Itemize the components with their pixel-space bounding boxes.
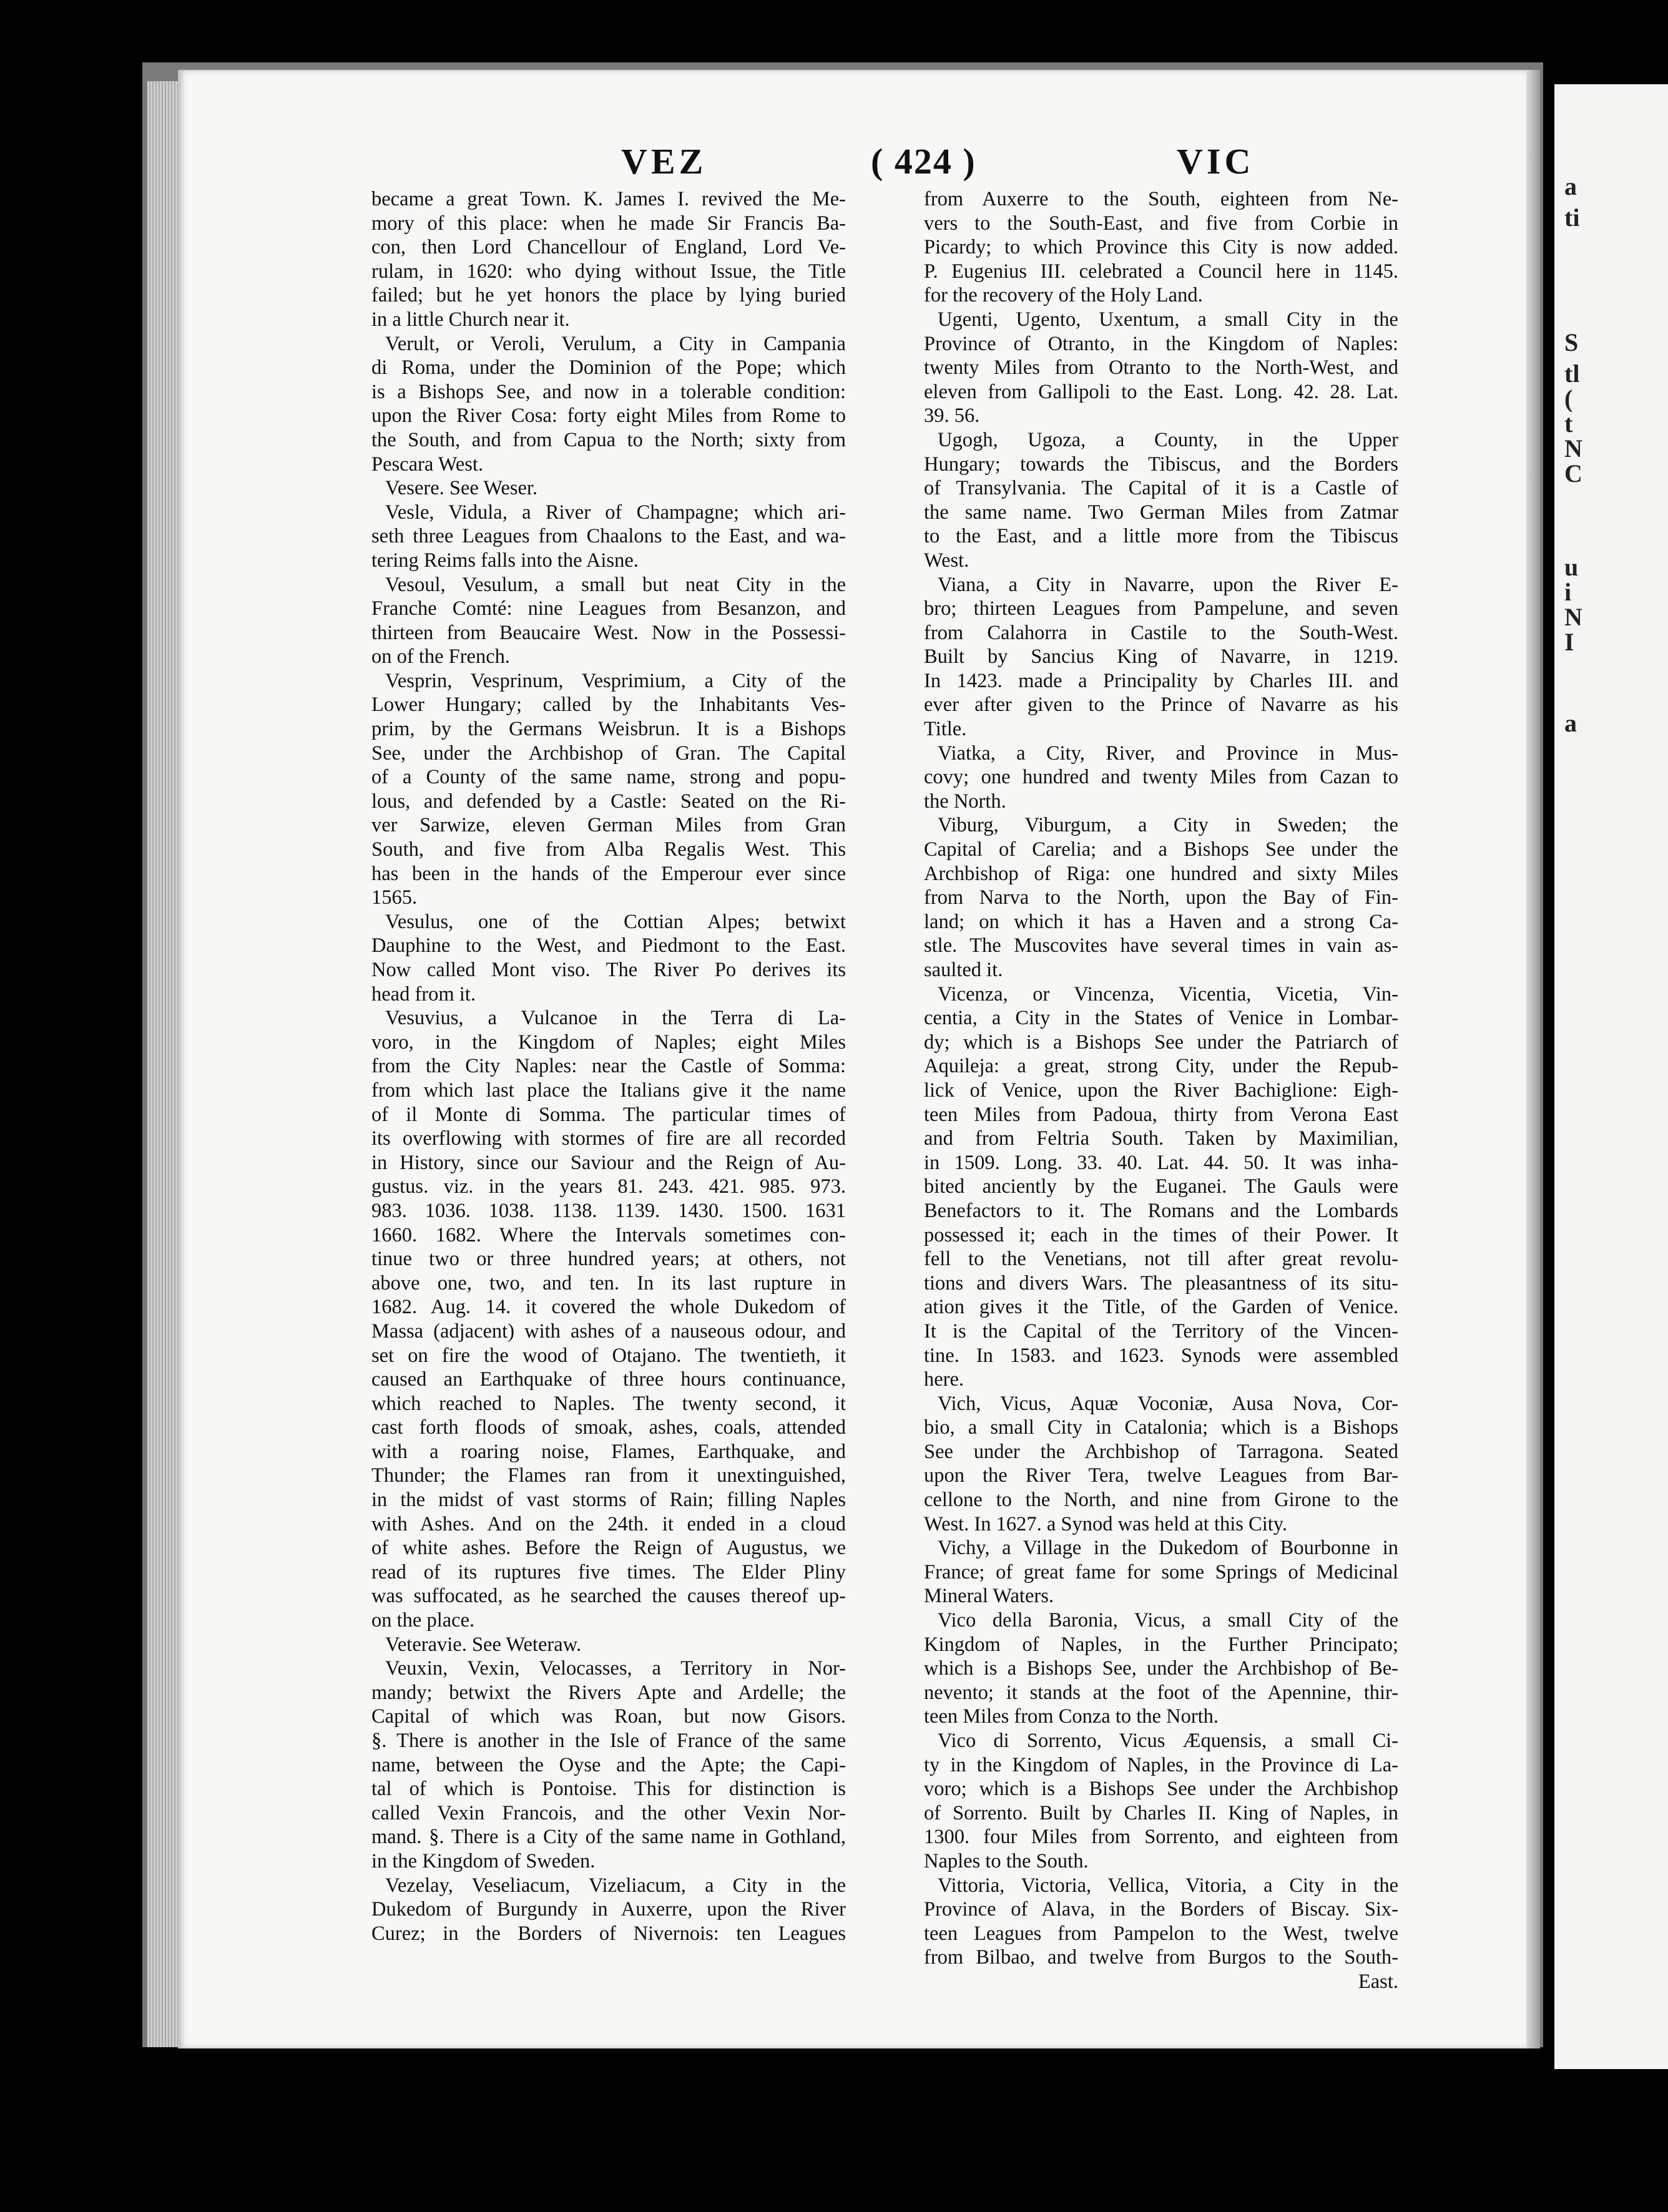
text-line: Dauphine to the West, and Piedmont to the East.: [371, 934, 846, 957]
text-line: It is the Capital of the Territory of the Vincen-: [924, 1319, 1398, 1343]
text-line: tions and divers Wars. The pleasantness of its situ-: [924, 1271, 1398, 1294]
text-line: 1565.: [371, 886, 418, 909]
text-line: on of the French.: [371, 645, 511, 668]
text-line: East.: [1358, 1970, 1398, 1993]
text-line: Curez; in the Borders of Nivernois: ten Leagues: [371, 1922, 846, 1945]
text-line: of Sorrento. Built by Charles II. King of Naples, in: [924, 1801, 1398, 1824]
text-line: In 1423. made a Principality by Charles III. and: [924, 669, 1398, 692]
text-line: from Calahorra in Castile to the South-West.: [924, 621, 1398, 644]
text-line: bro; thirteen Leagues from Pampelune, and seven: [924, 597, 1398, 620]
text-line: rulam, in 1620: who dying without Issue, the Title: [371, 260, 846, 283]
text-line: tering Reims falls into the Aisne.: [371, 549, 639, 572]
text-line: Naples to the South.: [924, 1849, 1089, 1872]
text-line: 1660. 1682. Where the Intervals sometimes con-: [371, 1223, 846, 1246]
text-line: Veteravie. See Weteraw.: [385, 1633, 582, 1656]
text-line: from Auxerre to the South, eighteen from Ne-: [924, 188, 1398, 210]
text-line: its overflowing with stormes of fire are all recorded: [371, 1127, 846, 1150]
text-line: upon the River Cosa: forty eight Miles from Rome to: [371, 404, 846, 428]
text-line: and from Feltria South. Taken by Maximilian,: [924, 1127, 1398, 1150]
text-line: nevento; it stands at the foot of the Apennine, thir-: [924, 1681, 1398, 1704]
text-line: cast forth floods of smoak, ashes, coals, attended: [371, 1416, 846, 1439]
text-line: covy; one hundred and twenty Miles from Cazan to: [924, 766, 1398, 789]
text-line: Benefactors to it. The Romans and the Lombards: [924, 1199, 1398, 1222]
text-line: name, between the Oyse and the Apte; the Capi-: [371, 1753, 846, 1776]
fragment-letter: ti: [1564, 203, 1580, 232]
right-column: [924, 187, 1398, 1994]
text-line: di Roma, under the Dominion of the Pope; which: [371, 356, 846, 379]
text-line: Veuxin, Vexin, Velocasses, a Territory in Nor-: [385, 1657, 846, 1680]
text-line: with a roaring noise, Flames, Earthquake, and: [371, 1440, 846, 1463]
text-line: mand. §. There is a City of the same name in Gothland,: [371, 1826, 846, 1849]
text-line: in the midst of vast storms of Rain; filling Naples: [371, 1489, 846, 1512]
text-line: Vesle, Vidula, a River of Champagne; which ari-: [385, 501, 846, 524]
text-line: dy; which is a Bishops See under the Patriarch of: [924, 1030, 1398, 1054]
text-line: West. In 1627. a Synod was held at this City.: [924, 1512, 1288, 1535]
text-line: prim, by the Germans Weisbrun. It is a Bishops: [371, 718, 846, 741]
text-line: 1682. Aug. 14. it covered the whole Dukedom of: [371, 1296, 846, 1319]
text-line: here.: [924, 1368, 964, 1391]
text-line: Vico di Sorrento, Vicus Æquensis, a small Ci-: [938, 1730, 1398, 1752]
text-line: the same name. Two German Miles from Zatmar: [924, 501, 1398, 524]
text-line: voro; which is a Bishops See under the Archbishop: [924, 1778, 1398, 1801]
fragment-letter: t: [1564, 409, 1573, 438]
text-line: from Bilbao, and twelve from Burgos to the South-: [924, 1946, 1398, 1969]
text-line: Ugogh, Ugoza, a County, in the Upper: [938, 428, 1398, 451]
adjacent-page-fragment: [1554, 84, 1668, 2069]
text-line: Viana, a City in Navarre, upon the River E-: [938, 573, 1398, 596]
text-line: ever after given to the Prince of Navarre as his: [924, 693, 1398, 717]
text-line: gustus. viz. in the years 81. 243. 421. 985. 973.: [371, 1175, 846, 1198]
text-line: Vesulus, one of the Cottian Alpes; betwixt: [385, 910, 846, 933]
text-line: upon the River Tera, twelve Leagues from Bar-: [924, 1464, 1398, 1487]
text-line: of Transylvania. The Capital of it is a Castle of: [924, 477, 1398, 500]
text-line: South, and five from Alba Regalis West. This: [371, 838, 846, 861]
text-line: failed; but he yet honors the place by lying buried: [371, 284, 846, 307]
text-line: which is a Bishops See, under the Archbishop of Be-: [924, 1657, 1398, 1680]
text-line: Vesoul, Vesulum, a small but neat City in the: [385, 573, 846, 596]
text-line: Thunder; the Flames ran from it unextinguished,: [371, 1464, 846, 1487]
text-line: Province of Alava, in the Borders of Biscay. Six-: [924, 1898, 1398, 1921]
text-line: centia, a City in the States of Venice in Lombar-: [924, 1007, 1398, 1030]
text-line: which reached to Naples. The twenty second, it: [371, 1392, 846, 1415]
text-line: the South, and from Capua to the North; sixty from: [371, 428, 846, 451]
text-line: called Vexin Francois, and the other Vexin Nor-: [371, 1801, 846, 1824]
header-left-guide-word: VEZ: [621, 141, 707, 182]
text-line: Capital of which was Roan, but now Gisors.: [371, 1705, 846, 1728]
text-line: Archbishop of Riga: one hundred and sixty Miles: [924, 862, 1398, 885]
text-line: See, under the Archbishop of Gran. The Capital: [371, 741, 846, 765]
text-line: in a little Church near it.: [371, 308, 570, 331]
text-line: Capital of Carelia; and a Bishops See under the: [924, 838, 1398, 861]
text-line: bited anciently by the Euganei. The Gauls were: [924, 1175, 1398, 1198]
text-line: vers to the South-East, and five from Corbie in: [924, 212, 1398, 235]
text-line: Title.: [924, 718, 967, 741]
text-line: ver Sarwize, eleven German Miles from Gran: [371, 814, 846, 837]
text-line: in the Kingdom of Sweden.: [371, 1849, 596, 1872]
fragment-letter: tl: [1564, 360, 1580, 388]
text-line: Franche Comté: nine Leagues from Besanzon, and: [371, 597, 846, 620]
text-line: saulted it.: [924, 959, 1003, 981]
text-line: eleven from Gallipoli to the East. Long. 42. 28. Lat.: [924, 380, 1398, 403]
fragment-letter: N: [1564, 603, 1582, 631]
text-line: lous, and defended by a Castle: Seated on the Ri-: [371, 790, 846, 813]
text-line: lick of Venice, upon the River Bachiglione: Eigh-: [924, 1079, 1398, 1102]
text-line: teen Miles from Padoua, thirty from Verona East: [924, 1103, 1398, 1126]
text-line: Vesuvius, a Vulcanoe in the Terra di La-: [385, 1007, 846, 1030]
fragment-letter: i: [1564, 578, 1572, 606]
text-line: Lower Hungary; called by the Inhabitants Ves-: [371, 693, 846, 717]
text-line: set on fire the wood of Otajano. The twentieth, it: [371, 1344, 846, 1367]
text-line: teen Miles from Conza to the North.: [924, 1705, 1219, 1728]
text-line: is a Bishops See, and now in a tolerable condition:: [371, 380, 846, 403]
text-line: Dukedom of Burgundy in Auxerre, upon the River: [371, 1898, 846, 1921]
text-line: Province of Otranto, in the Kingdom of Naples:: [924, 332, 1398, 355]
fragment-letter: a: [1564, 709, 1577, 737]
text-line: Massa (adjacent) with ashes of a nauseous odour, and: [371, 1319, 846, 1343]
text-line: Viatka, a City, River, and Province in Mus-: [938, 741, 1398, 765]
text-line: on the place.: [371, 1609, 475, 1632]
text-line: of white ashes. Before the Reign of Augustus, we: [371, 1537, 846, 1560]
text-line: Pescara West.: [371, 453, 484, 476]
text-line: Now called Mont viso. The River Po derives its: [371, 959, 846, 981]
text-line: Vico della Baronia, Vicus, a small City of the: [938, 1609, 1398, 1632]
fragment-letter: N: [1564, 434, 1582, 462]
header-right-guide-word: VIC: [1177, 141, 1255, 182]
text-line: fell to the Venetians, not till after great revolu-: [924, 1248, 1398, 1271]
fragment-letter: I: [1564, 628, 1574, 656]
text-line: tine. In 1583. and 1623. Synods were assembled: [924, 1344, 1398, 1367]
text-line: Vesere. See Weser.: [385, 477, 538, 500]
text-line: of a County of the same name, strong and popu-: [371, 766, 846, 789]
text-line: has been in the hands of the Emperour ever since: [371, 862, 846, 885]
text-line: Viburg, Viburgum, a City in Sweden; the: [938, 814, 1398, 837]
text-line: the North.: [924, 790, 1006, 813]
text-line: cellone to the North, and nine from Girone to the: [924, 1489, 1398, 1512]
page-gutter: [1526, 70, 1540, 2048]
fragment-letter: C: [1564, 459, 1582, 487]
text-line: 1300. four Miles from Sorrento, and eighteen from: [924, 1826, 1398, 1849]
text-line: voro, in the Kingdom of Naples; eight Miles: [371, 1030, 846, 1054]
text-line: bio, a small City in Catalonia; which is a Bishops: [924, 1416, 1398, 1439]
text-line: Aquileja: a great, strong City, under the Repub-: [924, 1055, 1398, 1078]
text-line: with Ashes. And on the 24th. it ended in a cloud: [371, 1512, 846, 1535]
text-line: caused an Earthquake of three hours continuance,: [371, 1368, 846, 1391]
text-line: of il Monte di Somma. The particular times of: [371, 1103, 846, 1126]
fragment-letter: u: [1564, 553, 1579, 581]
fragment-letter: a: [1564, 172, 1577, 200]
text-line: for the recovery of the Holy Land.: [924, 284, 1203, 307]
text-line: Hungary; towards the Tibiscus, and the Borders: [924, 453, 1398, 476]
text-line: read of its ruptures five times. The Elder Pliny: [371, 1560, 846, 1583]
text-line: Picardy; to which Province this City is now added.: [924, 236, 1398, 259]
text-line: Ugenti, Ugento, Uxentum, a small City in the: [938, 308, 1398, 331]
text-line: thirteen from Beaucaire West. Now in the Possessi-: [371, 621, 846, 644]
text-line: 39. 56.: [924, 404, 980, 428]
text-line: ty in the Kingdom of Naples, in the Province di La-: [924, 1753, 1398, 1776]
text-line: land; on which it has a Haven and a strong Ca-: [924, 910, 1398, 933]
text-line: twenty Miles from Otranto to the North-West, and: [924, 356, 1398, 379]
text-line: became a great Town. K. James I. revived the Me-: [371, 188, 846, 210]
text-line: head from it.: [371, 982, 476, 1006]
text-line: Vicenza, or Vincenza, Vicentia, Vicetia, Vin-: [938, 982, 1398, 1006]
page-header: [178, 140, 1526, 190]
text-line: was suffocated, as he searched the causes thereof up-: [371, 1585, 846, 1608]
text-line: Mineral Waters.: [924, 1585, 1054, 1608]
text-line: West.: [924, 549, 969, 572]
text-line: mandy; betwixt the Rivers Apte and Ardelle; the: [371, 1681, 846, 1704]
text-line: possessed it; each in the times of their Power. It: [924, 1223, 1398, 1246]
text-line: from the City Naples: near the Castle of Somma:: [371, 1055, 846, 1078]
text-line: tal of which is Pontoise. This for distinction is: [371, 1778, 846, 1801]
text-line: See under the Archbishop of Tarragona. Seated: [924, 1440, 1398, 1463]
text-line: stle. The Muscovites have several times in vain as-: [924, 934, 1398, 957]
text-line: mory of this place: when he made Sir Francis Ba-: [371, 212, 846, 235]
text-line: seth three Leagues from Chaalons to the East, and wa-: [371, 525, 846, 548]
text-line: to the East, and a little more from the Tibiscus: [924, 525, 1398, 548]
text-line: con, then Lord Chancellour of England, Lord Ve-: [371, 236, 846, 259]
text-line: Vichy, a Village in the Dukedom of Bourbonne in: [938, 1537, 1398, 1560]
text-line: Vich, Vicus, Aquæ Voconiæ, Ausa Nova, Cor-: [938, 1392, 1398, 1415]
text-line: P. Eugenius III. celebrated a Council here in 1145.: [924, 260, 1398, 283]
text-line: 983. 1036. 1038. 1138. 1139. 1430. 1500. 1631: [371, 1199, 846, 1222]
text-line: teen Leagues from Pampelon to the West, twelve: [924, 1922, 1398, 1945]
text-line: in 1509. Long. 33. 40. Lat. 44. 50. It was inha-: [924, 1151, 1398, 1174]
text-line: Built by Sancius King of Navarre, in 1219.: [924, 645, 1398, 668]
text-line: from Narva to the North, upon the Bay of Fin-: [924, 886, 1398, 909]
text-line: Vittoria, Victoria, Vellica, Vitoria, a City in the: [938, 1874, 1398, 1897]
text-line: ation gives it the Title, of the Garden of Venice.: [924, 1296, 1398, 1319]
text-line: Verult, or Veroli, Verulum, a City in Campania: [385, 332, 846, 355]
text-line: above one, two, and ten. In its last rupture in: [371, 1271, 846, 1294]
left-column: [371, 187, 846, 1945]
page-number: ( 424 ): [871, 141, 976, 182]
text-line: in History, since our Saviour and the Reign of Au-: [371, 1151, 846, 1174]
text-line: Vesprin, Vesprinum, Vesprimium, a City of the: [385, 669, 846, 692]
text-line: Kingdom of Naples, in the Further Principato;: [924, 1633, 1398, 1656]
text-line: from which last place the Italians give it the name: [371, 1079, 846, 1102]
text-line: tinue two or three hundred years; at others, not: [371, 1248, 846, 1271]
text-line: Vezelay, Veseliacum, Vizeliacum, a City in the: [385, 1874, 846, 1897]
text-line: §. There is another in the Isle of France of the same: [371, 1730, 846, 1752]
fragment-letter: S: [1564, 328, 1579, 356]
fragment-letter: (: [1564, 384, 1573, 413]
text-line: France; of great fame for some Springs of Medicinal: [924, 1560, 1398, 1583]
